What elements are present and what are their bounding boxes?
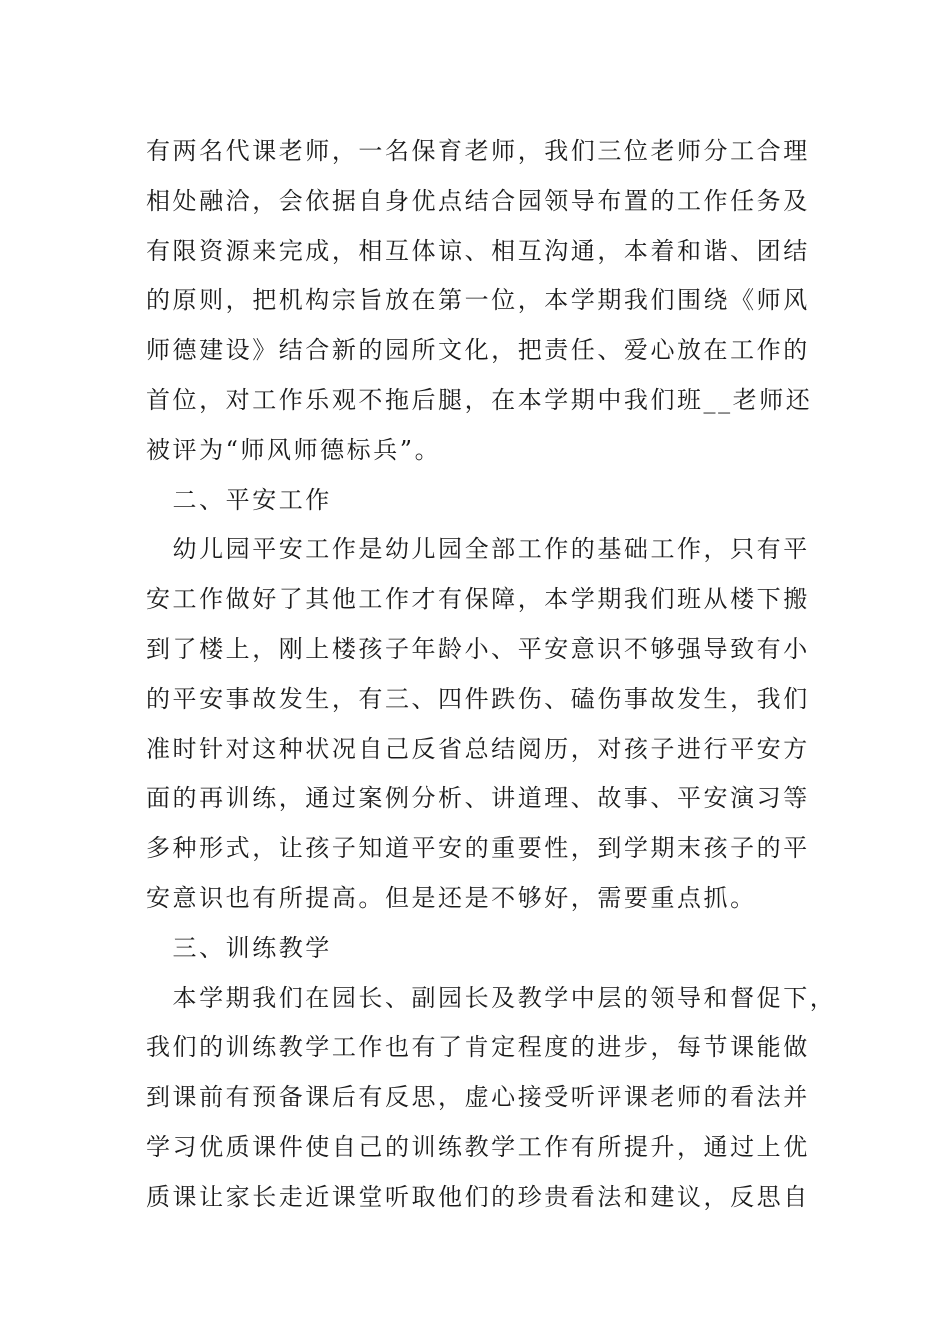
text-line: 准时针对这种状况自己反省总结阅历，对孩子进行平安方 [146, 734, 810, 763]
text-line: 的平安事故发生，有三、四件跌伤、磕伤事故发生，我们 [146, 684, 810, 713]
text-line: 到课前有预备课后有反思，虚心接受听评课老师的看法并 [146, 1083, 810, 1112]
text-line: 安工作做好了其他工作才有保障，本学期我们班从楼下搬 [146, 585, 810, 614]
text-line: 安意识也有所提高。但是还是不够好，需要重点抓。 [146, 883, 757, 912]
text-line: 幼儿园平安工作是幼儿园全部工作的基础工作，只有平 [146, 535, 810, 564]
text-line: 多种形式，让孩子知道平安的重要性，到学期末孩子的平 [146, 834, 810, 863]
text-line: 相处融洽，会依据自身优点结合园领导布置的工作任务及 [146, 186, 810, 215]
section-heading: 三、训练教学 [146, 933, 332, 962]
text-line: 有限资源来完成，相互体谅、相互沟通，本着和谐、团结 [146, 236, 810, 265]
text-line: 到了楼上，刚上楼孩子年龄小、平安意识不够强导致有小 [146, 634, 810, 663]
text-line: 本学期我们在园长、副园长及教学中层的领导和督促下， [146, 983, 837, 1012]
text-line: 的原则，把机构宗旨放在第一位，本学期我们围绕《师风 [146, 286, 810, 315]
document-body [146, 127, 837, 1223]
text-line: 首位，对工作乐观不拖后腿，在本学期中我们班__老师还 [146, 385, 813, 414]
text-line: 被评为“师风师德标兵”。 [146, 435, 442, 464]
text-line: 面的再训练，通过案例分析、讲道理、故事、平安演习等 [146, 784, 810, 813]
text-line: 师德建设》结合新的园所文化，把责任、爱心放在工作的 [146, 336, 810, 365]
text-line: 有两名代课老师，一名保育老师，我们三位老师分工合理 [146, 137, 810, 165]
text-line: 学习优质课件使自己的训练教学工作有所提升，通过上优 [146, 1132, 810, 1161]
text-line: 我们的训练教学工作也有了肯定程度的进步，每节课能做 [146, 1033, 810, 1062]
section-heading: 二、平安工作 [146, 485, 332, 514]
text-line: 质课让家长走近课堂听取他们的珍贵看法和建议，反思自 [146, 1182, 810, 1211]
